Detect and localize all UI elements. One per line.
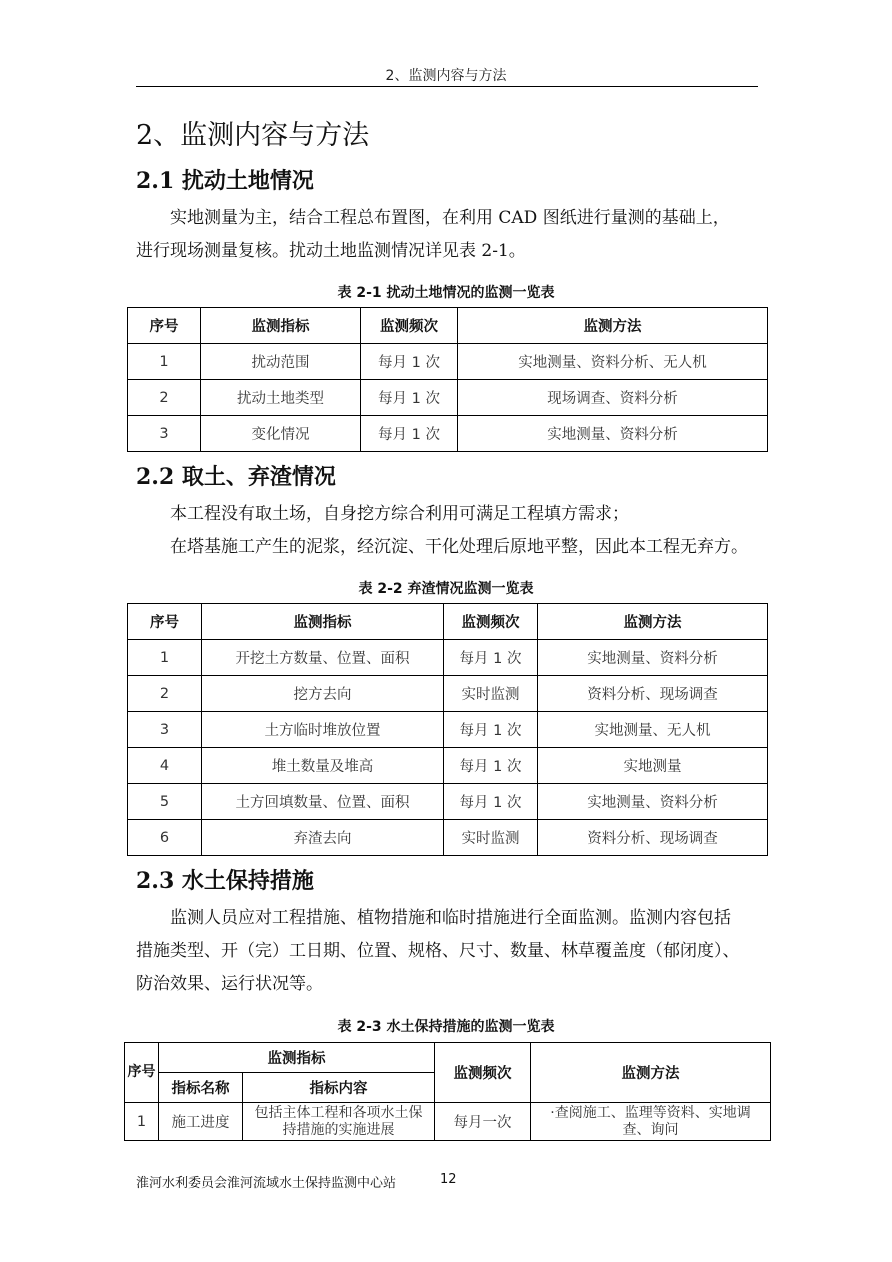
section-2-1-paragraph: [136, 202, 760, 268]
table-2-1: [127, 307, 768, 452]
section-heading-2-3: 2.3 水土保持措施: [136, 868, 314, 894]
table-row: [128, 640, 768, 676]
paragraph-line: 进行现场测量复核。扰动土地监测情况详见表 2-1。: [136, 241, 526, 261]
paragraph-line: 实地测量为主，结合工程总布置图，在利用 CAD 图纸进行量测的基础上，: [170, 208, 730, 228]
table-cell: 堆土数量及堆高: [202, 748, 444, 784]
table-cell: 实时监测: [444, 676, 538, 712]
column-header: 监测频次: [435, 1043, 531, 1103]
table-cell: 6: [128, 820, 202, 856]
table-cell: 实地测量、资料分析: [458, 416, 768, 452]
column-header: 指标内容: [243, 1073, 435, 1103]
table-cell: 资料分析、现场调查: [538, 676, 768, 712]
column-header: 监测指标: [201, 308, 361, 344]
paragraph-line: 监测人员应对工程措施、植物措施和临时措施进行全面监测。监测内容包括: [170, 908, 731, 928]
table-cell: 施工进度: [159, 1103, 243, 1141]
column-header: 监测指标: [159, 1043, 435, 1073]
table-cell: 包括主体工程和各项水土保持措施的实施进展: [243, 1103, 435, 1141]
table-cell: 每月一次: [435, 1103, 531, 1141]
table-row: [125, 1103, 771, 1141]
section-heading-2-2: 2.2 取土、弃渣情况: [136, 464, 336, 490]
column-header: 监测方法: [458, 308, 768, 344]
column-header: 监测方法: [531, 1043, 771, 1103]
header-rule: [136, 86, 758, 87]
column-header: 序号: [125, 1043, 159, 1103]
table-cell: 3: [128, 416, 201, 452]
table-cell: 1: [125, 1103, 159, 1141]
table-cell: 变化情况: [201, 416, 361, 452]
table-cell: ·查阅施工、监理等资料、实地调查、询问: [531, 1103, 771, 1141]
table-cell: 每月 1 次: [444, 640, 538, 676]
table-caption-2-2: 表 2-2 弃渣情况监测一览表: [358, 581, 534, 597]
table-cell: 每月 1 次: [444, 748, 538, 784]
table-cell: 土方回填数量、位置、面积: [202, 784, 444, 820]
table-header-row: [128, 604, 768, 640]
section-heading-2-1: 2.1 扰动土地情况: [136, 168, 314, 194]
table-header-row: [128, 308, 768, 344]
section-2-3-paragraph: [136, 902, 776, 1001]
page-number: 12: [440, 1172, 457, 1187]
column-header: 监测频次: [444, 604, 538, 640]
table-cell: 现场调查、资料分析: [458, 380, 768, 416]
section-2-2-paragraph: [136, 498, 760, 564]
table-caption-2-3: 表 2-3 水土保持措施的监测一览表: [337, 1019, 555, 1035]
table-row: [128, 380, 768, 416]
table-cell: 土方临时堆放位置: [202, 712, 444, 748]
table-cell: 1: [128, 344, 201, 380]
footer-organization: 淮河水利委员会淮河流域水土保持监测中心站: [136, 1176, 397, 1191]
table-cell: 弃渣去向: [202, 820, 444, 856]
table-row: [128, 344, 768, 380]
paragraph-line: 措施类型、开（完）工日期、位置、规格、尺寸、数量、林草覆盖度（郁闭度）、: [136, 941, 740, 961]
table-cell: 实地测量、资料分析: [538, 784, 768, 820]
column-header: 监测频次: [361, 308, 458, 344]
table-cell: 2: [128, 676, 202, 712]
table-row: [128, 676, 768, 712]
table-cell: 实地测量、资料分析: [538, 640, 768, 676]
table-cell: 实地测量: [538, 748, 768, 784]
column-header: 序号: [128, 308, 201, 344]
table-row: [128, 748, 768, 784]
table-row: [128, 712, 768, 748]
table-cell: 开挖土方数量、位置、面积: [202, 640, 444, 676]
table-cell: 每月 1 次: [444, 784, 538, 820]
table-cell: 每月 1 次: [444, 712, 538, 748]
paragraph-line: 防治效果、运行状况等。: [136, 974, 323, 994]
table-header-row: [125, 1043, 771, 1073]
table-caption-2-1: 表 2-1 扰动土地情况的监测一览表: [337, 285, 555, 301]
table-row: [128, 416, 768, 452]
table-cell: 5: [128, 784, 202, 820]
paragraph-line: 在塔基施工产生的泥浆，经沉淀、干化处理后原地平整，因此本工程无弃方。: [170, 537, 748, 557]
table-cell: 3: [128, 712, 202, 748]
table-2-3: [124, 1042, 771, 1141]
table-row: [128, 820, 768, 856]
running-header: 2、监测内容与方法: [385, 68, 507, 84]
table-cell: 1: [128, 640, 202, 676]
table-cell: 实地测量、资料分析、无人机: [458, 344, 768, 380]
table-cell: 实时监测: [444, 820, 538, 856]
chapter-title: 2、监测内容与方法: [136, 120, 370, 151]
table-cell: 扰动范围: [201, 344, 361, 380]
table-cell: 挖方去向: [202, 676, 444, 712]
table-2-2: [127, 603, 768, 856]
table-cell: 实地测量、无人机: [538, 712, 768, 748]
column-header: 监测指标: [202, 604, 444, 640]
table-cell: 4: [128, 748, 202, 784]
paragraph-line: 本工程没有取土场，自身挖方综合利用可满足工程填方需求；: [170, 504, 629, 524]
table-cell: 每月 1 次: [361, 416, 458, 452]
table-cell: 每月 1 次: [361, 344, 458, 380]
table-cell: 每月 1 次: [361, 380, 458, 416]
column-header: 监测方法: [538, 604, 768, 640]
table-cell: 扰动土地类型: [201, 380, 361, 416]
table-row: [128, 784, 768, 820]
column-header: 序号: [128, 604, 202, 640]
column-header: 指标名称: [159, 1073, 243, 1103]
table-cell: 2: [128, 380, 201, 416]
table-cell: 资料分析、现场调查: [538, 820, 768, 856]
